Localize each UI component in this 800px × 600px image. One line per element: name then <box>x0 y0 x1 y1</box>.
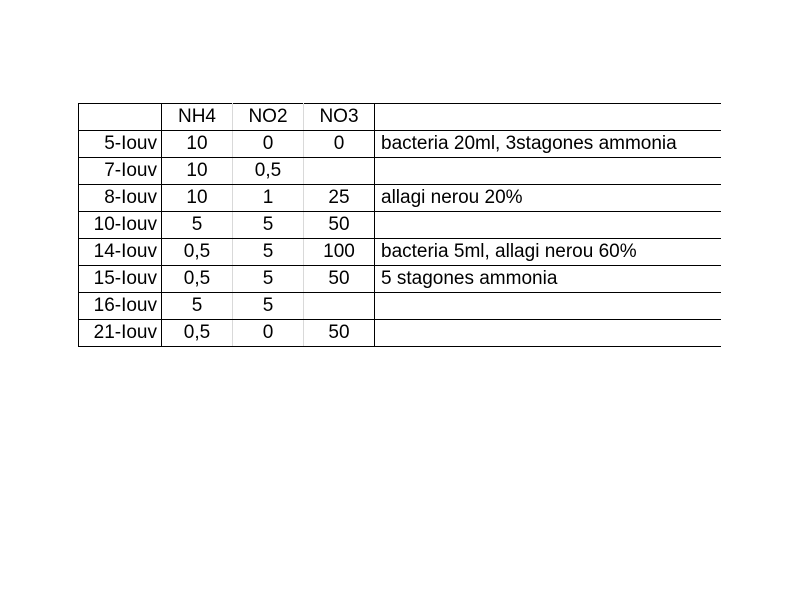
header-nh4: NH4 <box>162 104 233 131</box>
table-row <box>79 158 721 185</box>
date-cell: 10-Iouv <box>79 212 162 239</box>
date-cell: 21-Iouv <box>79 320 162 347</box>
nh4-cell: 10 <box>162 158 233 185</box>
nh4-cell: 5 <box>162 293 233 320</box>
date-cell: 15-Iouv <box>79 266 162 293</box>
no3-cell: 50 <box>304 320 375 347</box>
note-cell <box>375 212 721 239</box>
header-no2: NO2 <box>233 104 304 131</box>
nh4-cell: 0,5 <box>162 320 233 347</box>
header-row <box>79 104 721 131</box>
no2-cell: 0 <box>233 131 304 158</box>
date-cell: 14-Iouv <box>79 239 162 266</box>
date-cell: 16-Iouv <box>79 293 162 320</box>
header-no3: NO3 <box>304 104 375 131</box>
no3-cell: 100 <box>304 239 375 266</box>
no2-cell: 5 <box>233 293 304 320</box>
no2-cell: 5 <box>233 266 304 293</box>
nh4-cell: 10 <box>162 131 233 158</box>
no3-cell: 50 <box>304 212 375 239</box>
no2-cell: 1 <box>233 185 304 212</box>
no2-cell: 5 <box>233 212 304 239</box>
date-cell: 8-Iouv <box>79 185 162 212</box>
note-cell: allagi nerou 20% <box>375 185 721 212</box>
water-parameters-table <box>78 103 721 347</box>
nh4-cell: 10 <box>162 185 233 212</box>
no3-cell: 50 <box>304 266 375 293</box>
no3-cell: 0 <box>304 131 375 158</box>
no3-cell <box>304 293 375 320</box>
note-cell: bacteria 5ml, allagi nerou 60% <box>375 239 721 266</box>
header-date-cell <box>79 104 162 131</box>
no2-cell: 5 <box>233 239 304 266</box>
header-note-cell <box>375 104 721 131</box>
note-cell <box>375 293 721 320</box>
table-row <box>79 266 721 293</box>
table-row <box>79 212 721 239</box>
no3-cell: 25 <box>304 185 375 212</box>
no2-cell: 0,5 <box>233 158 304 185</box>
note-cell: bacteria 20ml, 3stagones ammonia <box>375 131 721 158</box>
table-row <box>79 185 721 212</box>
note-cell <box>375 320 721 347</box>
table-row <box>79 293 721 320</box>
table-row <box>79 320 721 347</box>
nh4-cell: 5 <box>162 212 233 239</box>
nh4-cell: 0,5 <box>162 239 233 266</box>
note-cell: 5 stagones ammonia <box>375 266 721 293</box>
date-cell: 5-Iouv <box>79 131 162 158</box>
table-row <box>79 131 721 158</box>
nh4-cell: 0,5 <box>162 266 233 293</box>
date-cell: 7-Iouv <box>79 158 162 185</box>
no3-cell <box>304 158 375 185</box>
table-row <box>79 239 721 266</box>
note-cell <box>375 158 721 185</box>
no2-cell: 0 <box>233 320 304 347</box>
